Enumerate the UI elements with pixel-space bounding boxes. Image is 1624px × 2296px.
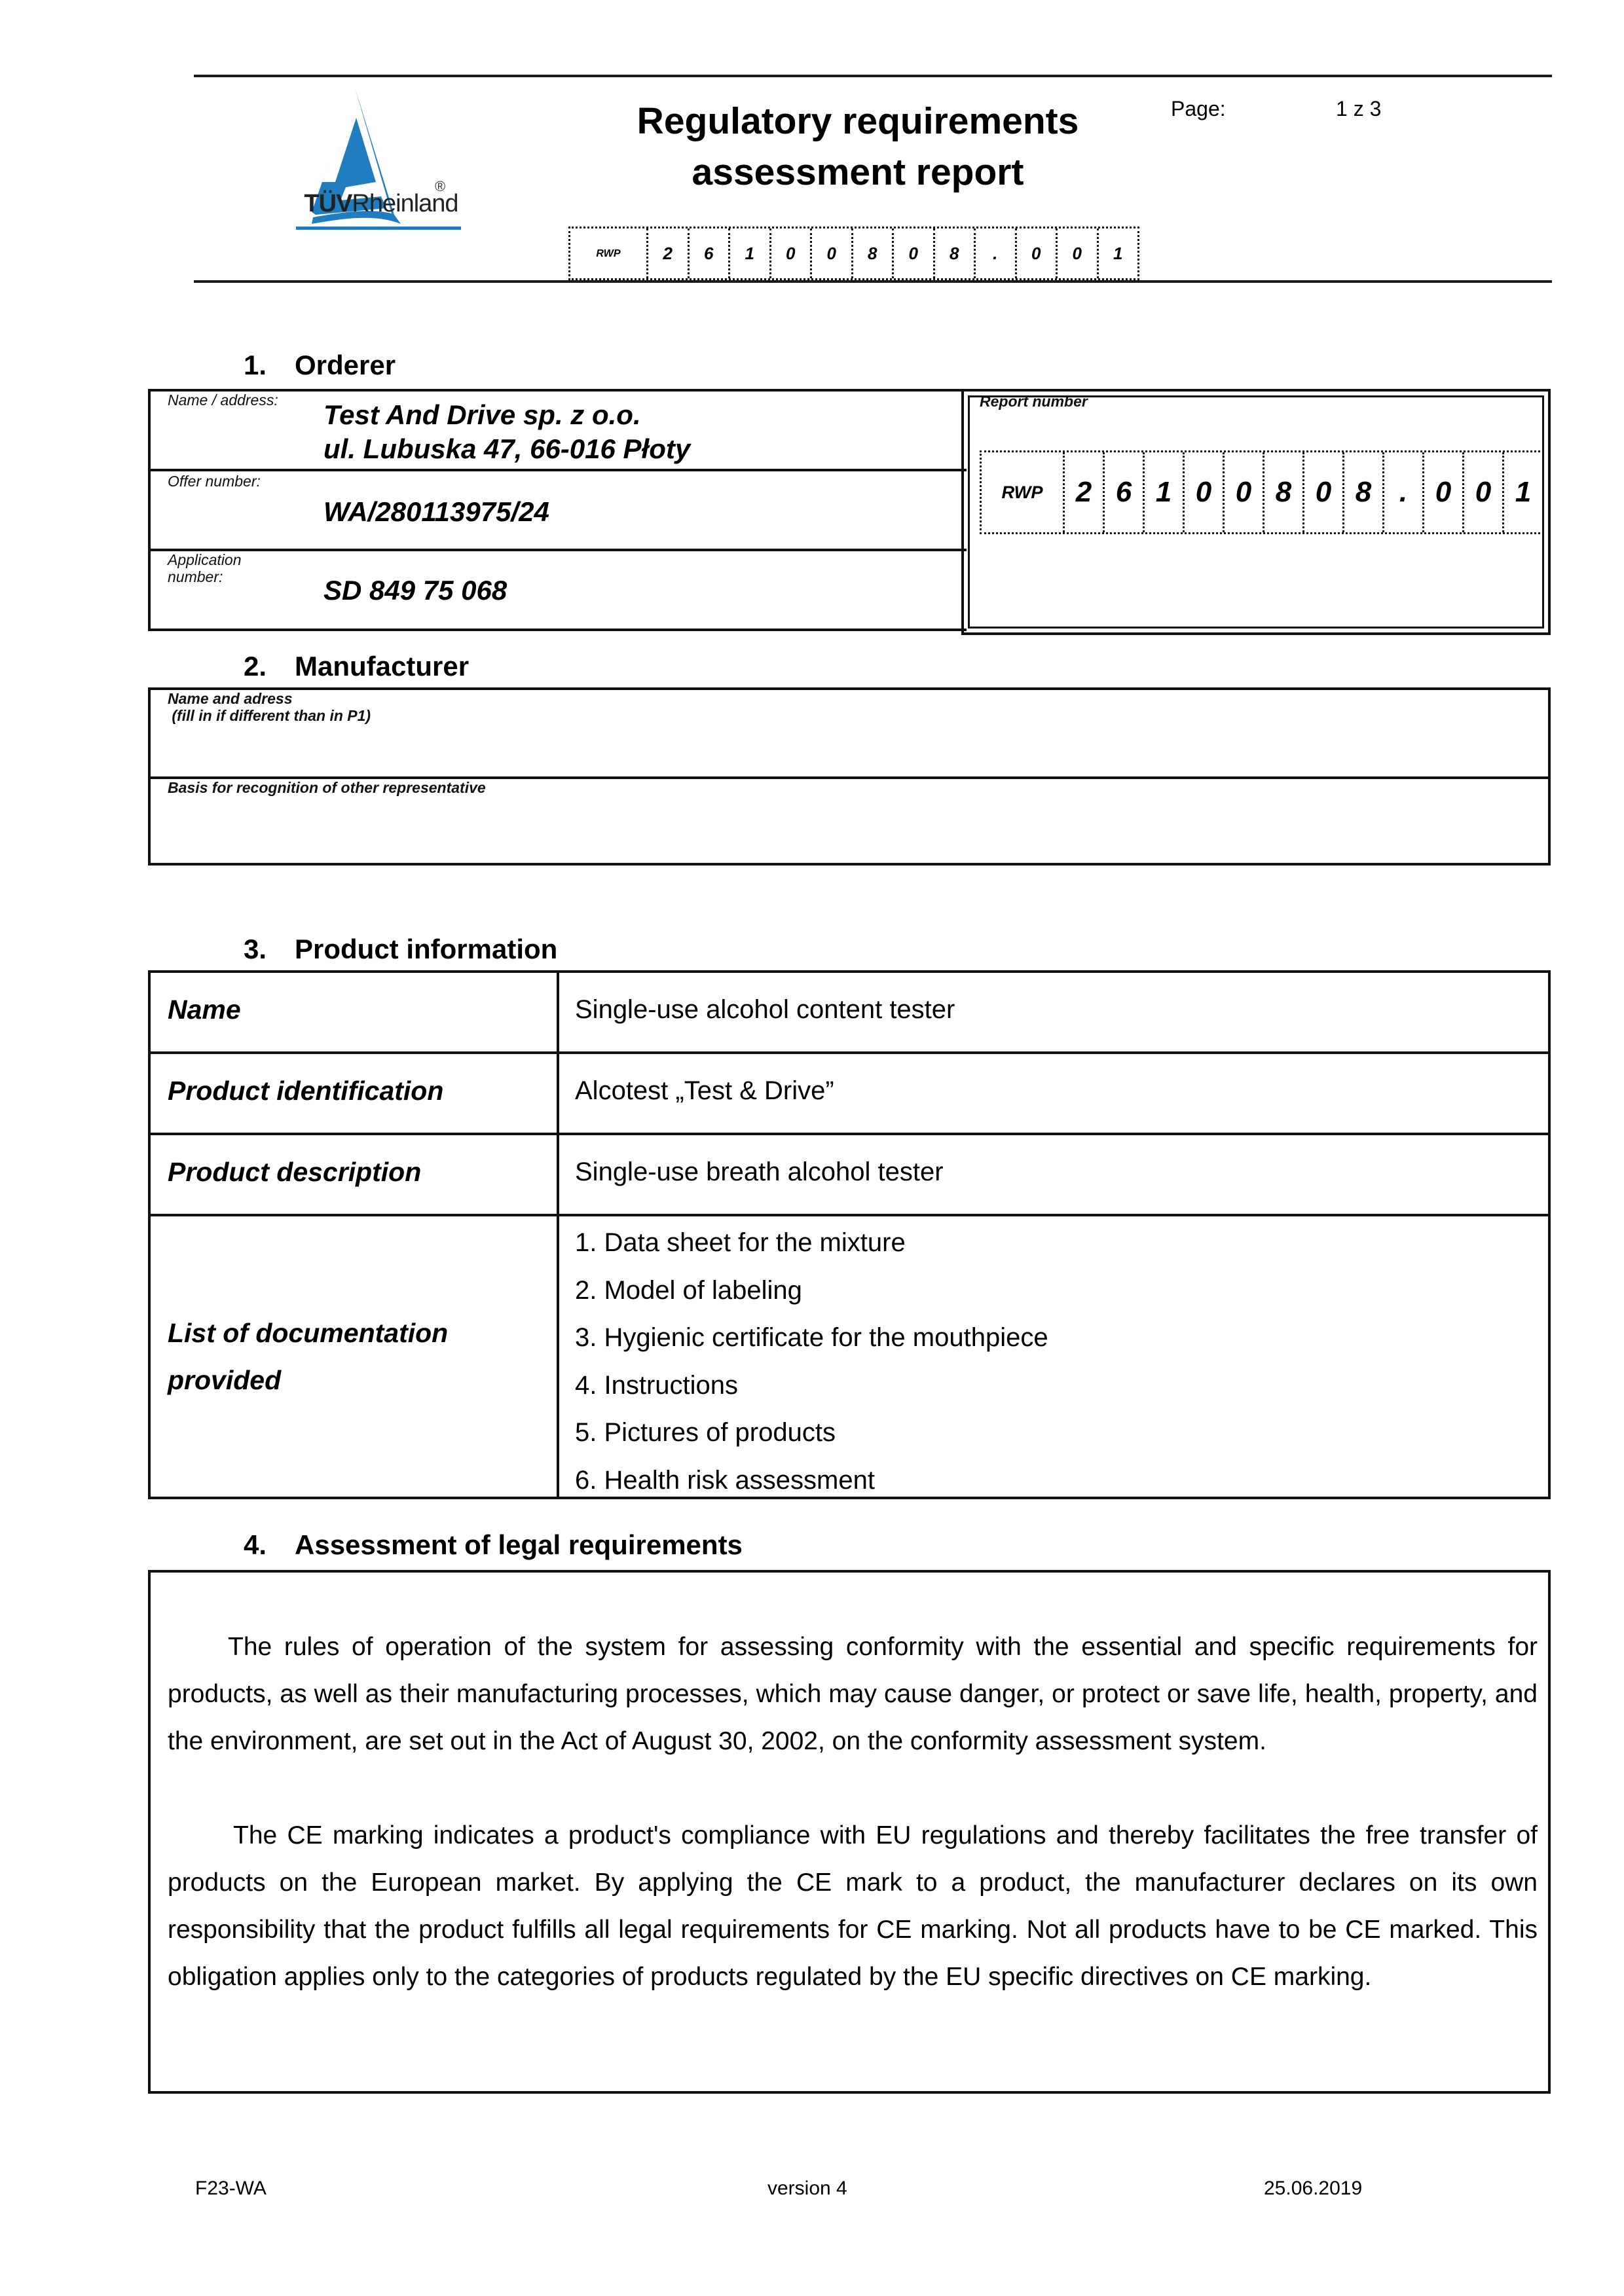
offer-number-label: Offer number: (168, 473, 261, 490)
product-row-label: Product description (168, 1157, 422, 1187)
product-table-column-divider (557, 970, 559, 1499)
orderer-name-line-1: Test And Drive sp. z o.o. (323, 399, 641, 430)
documentation-item: 6. Health risk assessment (575, 1465, 875, 1495)
section-number: 2. (244, 651, 267, 682)
section-title-text: Manufacturer (295, 651, 470, 682)
documentation-item: 1. Data sheet for the mixture (575, 1228, 906, 1257)
code-digit: 0 (810, 228, 851, 278)
section-title-text: Assessment of legal requirements (295, 1529, 743, 1560)
documentation-item: 4. Instructions (575, 1370, 739, 1400)
logo-underline (296, 227, 461, 230)
title-line-1: Regulatory requirements (637, 100, 1079, 142)
code-prefix: RWP (1001, 482, 1043, 502)
footer-version: version 4 (767, 2178, 847, 2199)
report-title (576, 96, 1139, 198)
code-digit: . (1382, 452, 1422, 532)
code-digit: 8 (851, 228, 893, 278)
orderer-divider-1 (148, 469, 967, 471)
registered-mark: ® (435, 178, 446, 194)
header-bottom-rule (194, 280, 1552, 283)
documentation-item: 5. Pictures of products (575, 1418, 836, 1447)
code-digit: 8 (1263, 452, 1302, 532)
section-orderer-title (244, 350, 396, 381)
code-digit: 0 (1223, 452, 1263, 532)
code-digit: 0 (769, 228, 811, 278)
page-label: Page: (1171, 97, 1226, 120)
application-label-line-1: Application (168, 551, 242, 568)
offer-number-value: WA/280113975/24 (323, 496, 549, 527)
documentation-list (575, 1219, 1048, 1504)
application-label-line-2: number: (168, 568, 223, 585)
code-digit: 0 (1015, 228, 1056, 278)
section-title-text: Orderer (295, 350, 396, 380)
code-digit: 2 (646, 228, 688, 278)
name-address-label: Name / address: (168, 392, 278, 409)
orderer-name (323, 398, 690, 466)
application-number-label (168, 551, 242, 585)
code-digit: 8 (933, 228, 974, 278)
report-number-code (980, 450, 1544, 534)
brand-rest: Rheinland (352, 190, 458, 217)
section-assessment-title (244, 1529, 743, 1561)
header-report-code (568, 227, 1139, 280)
product-row-label: Name (168, 994, 241, 1025)
code-digit: 0 (1302, 452, 1342, 532)
assessment-paragraph-2 (168, 1812, 1538, 2001)
code-digit: 1 (728, 228, 769, 278)
code-digit: 0 (892, 228, 933, 278)
section-number: 3. (244, 934, 267, 964)
product-table-row-divider (148, 1051, 1551, 1054)
code-digit: 2 (1063, 452, 1103, 532)
documentation-label-line-1: List of documentation (168, 1318, 449, 1348)
manufacturer-label-line-2: (fill in if different than in P1) (168, 707, 371, 724)
section-title-text: Product information (295, 934, 558, 964)
code-digit: 6 (688, 228, 729, 278)
brand-bold: TÜV (304, 190, 352, 217)
code-digit: 6 (1103, 452, 1143, 532)
code-digit: 1 (1143, 452, 1183, 532)
code-digit: 0 (1056, 228, 1097, 278)
page-number: 1 z 3 (1336, 97, 1382, 120)
documentation-item: 3. Hygienic certificate for the mouthpiece (575, 1323, 1048, 1352)
section-product-title (244, 934, 557, 965)
code-digit: 1 (1502, 452, 1542, 532)
paragraph-text: The CE marking indicates a product's compliance with EU regulations and thereby facilitates the free transfer of products on the European market. By applying the CE mark to a product, the manufacturer declares on its own responsibility that the product fulfills all legal requirements for CE marking. Not all products have to be CE marked. This obligation applies only to the categories of products regulated by the EU specific directives on CE marking. (168, 1821, 1538, 1991)
orderer-divider-2 (148, 549, 967, 551)
code-digit: 8 (1342, 452, 1382, 532)
product-row-value: Single-use alcohol content tester (575, 995, 955, 1024)
product-row-value: Single-use breath alcohol tester (575, 1157, 944, 1186)
documentation-label (168, 1309, 448, 1404)
section-number: 1. (244, 350, 267, 380)
documentation-label-line-2: provided (168, 1365, 282, 1395)
footer-date: 25.06.2019 (1264, 2178, 1363, 2199)
code-prefix: RWP (596, 247, 621, 259)
section-number: 4. (244, 1529, 267, 1560)
footer-form-code: F23-WA (195, 2178, 267, 2199)
title-line-2: assessment report (692, 151, 1024, 193)
code-digit: 0 (1183, 452, 1223, 532)
representative-basis-label: Basis for recognition of other representative (168, 779, 486, 796)
code-digit: 0 (1422, 452, 1462, 532)
product-table-row-divider (148, 1214, 1551, 1216)
product-table-row-divider (148, 1133, 1551, 1135)
section-manufacturer-title (244, 651, 469, 682)
paragraph-text: The rules of operation of the system for assessing conformity with the essential and specific requirements for products, as well as their manufacturing processes, which may cause danger, or protect or save life, health, property, and the environment, are set out in the Act of August 30, 2002, on the conformity assessment system. (168, 1633, 1538, 1755)
report-number-label: Report number (980, 393, 1088, 410)
manufacturer-name-label (168, 690, 371, 724)
code-digit: 1 (1097, 228, 1138, 278)
product-row-label: Product identification (168, 1076, 444, 1106)
assessment-paragraph-1 (168, 1624, 1538, 1765)
header-top-rule (194, 75, 1552, 77)
application-number-value: SD 849 75 068 (323, 575, 507, 606)
code-digit: . (974, 228, 1015, 278)
code-digit: 0 (1462, 452, 1502, 532)
orderer-address-line-2: ul. Lubuska 47, 66-016 Płoty (323, 433, 691, 464)
documentation-item: 2. Model of labeling (575, 1275, 802, 1305)
manufacturer-label-line-1: Name and adress (168, 690, 293, 707)
product-row-value: Alcotest „Test & Drive” (575, 1076, 834, 1105)
